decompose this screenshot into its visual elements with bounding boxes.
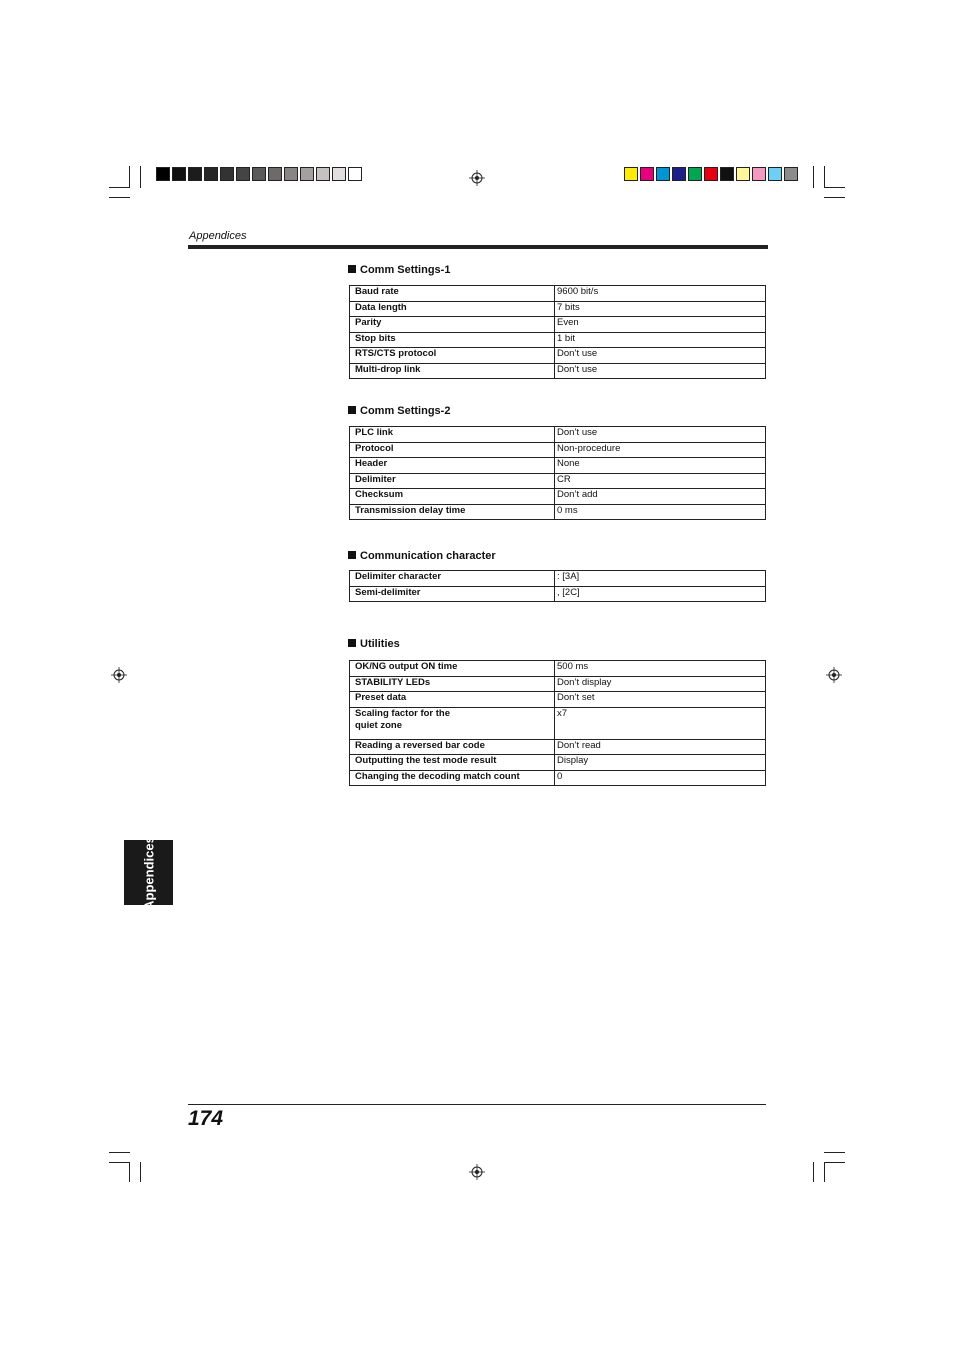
setting-value: Don’t display	[555, 676, 766, 692]
table-row	[350, 473, 766, 489]
color-swatch	[284, 167, 298, 181]
setting-value: None	[555, 458, 766, 474]
section-title-communication-character: Communication character	[348, 550, 496, 562]
setting-name: Header	[350, 458, 555, 474]
setting-value: x7	[555, 707, 766, 739]
table-row	[350, 427, 766, 443]
table-row	[350, 286, 766, 302]
crop-mark	[129, 1162, 130, 1182]
table-row	[350, 661, 766, 677]
setting-name: PLC link	[350, 427, 555, 443]
square-bullet-icon	[348, 265, 356, 273]
color-swatch	[332, 167, 346, 181]
setting-value: Non-procedure	[555, 442, 766, 458]
setting-value: CR	[555, 473, 766, 489]
utilities-table	[349, 660, 766, 786]
color-swatch	[268, 167, 282, 181]
table-row	[350, 317, 766, 333]
registration-mark-icon	[469, 1164, 485, 1180]
setting-value: Don’t set	[555, 692, 766, 708]
setting-name: OK/NG output ON time	[350, 661, 555, 677]
running-header-label: Appendices	[189, 230, 247, 242]
color-swatch	[156, 167, 170, 181]
color-swatch	[348, 167, 362, 181]
setting-name: Delimiter character	[350, 571, 555, 587]
registration-mark-icon	[111, 667, 127, 683]
setting-value: , [2C]	[555, 586, 766, 602]
setting-value: Display	[555, 755, 766, 771]
setting-value: 9600 bit/s	[555, 286, 766, 302]
color-swatch	[204, 167, 218, 181]
crop-mark	[129, 166, 130, 188]
table-row	[350, 770, 766, 786]
color-swatch	[252, 167, 266, 181]
color-swatch	[720, 167, 734, 181]
setting-value: Don’t use	[555, 363, 766, 379]
communication-character-table	[349, 570, 766, 602]
comm-settings-1-table	[349, 285, 766, 379]
crop-mark	[140, 166, 141, 188]
crop-mark	[140, 1162, 141, 1182]
page-number: 174	[188, 1107, 224, 1130]
table-row	[350, 571, 766, 587]
table-row	[350, 504, 766, 520]
setting-name	[350, 707, 555, 739]
setting-name-line-2: quiet zone	[355, 719, 402, 731]
section-title-comm-settings-2: Comm Settings-2	[348, 405, 450, 417]
color-swatch	[768, 167, 782, 181]
table-row	[350, 442, 766, 458]
color-swatch	[220, 167, 234, 181]
square-bullet-icon	[348, 406, 356, 414]
setting-name: RTS/CTS protocol	[350, 348, 555, 364]
crop-mark	[824, 166, 825, 188]
registration-mark-icon	[826, 667, 842, 683]
setting-name: Semi-delimiter	[350, 586, 555, 602]
color-swatch	[172, 167, 186, 181]
setting-name: Outputting the test mode result	[350, 755, 555, 771]
section-title-comm-settings-1: Comm Settings-1	[348, 264, 450, 276]
setting-value: Don’t use	[555, 348, 766, 364]
side-tab-label: Appendices	[141, 835, 156, 910]
crop-mark	[824, 187, 845, 188]
color-swatch	[236, 167, 250, 181]
table-row	[350, 348, 766, 364]
color-swatch	[656, 167, 670, 181]
setting-name-line-1: Scaling factor for the	[355, 707, 451, 719]
color-swatch	[736, 167, 750, 181]
crop-mark	[813, 1162, 814, 1182]
table-row	[350, 332, 766, 348]
registration-mark-icon	[469, 170, 485, 186]
color-swatch	[688, 167, 702, 181]
appendices-side-tab	[124, 835, 173, 910]
table-row	[350, 707, 766, 739]
crop-mark	[109, 187, 130, 188]
table-row	[350, 489, 766, 505]
crop-mark	[824, 1162, 845, 1163]
setting-name: Delimiter	[350, 473, 555, 489]
crop-mark	[109, 197, 130, 198]
setting-name: Data length	[350, 301, 555, 317]
crop-mark	[824, 1162, 825, 1182]
comm-settings-2-table	[349, 426, 766, 520]
table-row	[350, 692, 766, 708]
setting-name: Stop bits	[350, 332, 555, 348]
color-swatch	[704, 167, 718, 181]
setting-name: Baud rate	[350, 286, 555, 302]
color-swatch	[300, 167, 314, 181]
crop-mark	[109, 1152, 130, 1153]
table-row	[350, 458, 766, 474]
color-swatch	[188, 167, 202, 181]
crop-mark	[109, 1162, 130, 1163]
setting-value: 500 ms	[555, 661, 766, 677]
square-bullet-icon	[348, 551, 356, 559]
setting-name: Protocol	[350, 442, 555, 458]
setting-value: Even	[555, 317, 766, 333]
setting-name: Changing the decoding match count	[350, 770, 555, 786]
color-swatch	[752, 167, 766, 181]
crop-mark	[824, 1152, 845, 1153]
setting-name: Parity	[350, 317, 555, 333]
setting-value: 0	[555, 770, 766, 786]
color-swatch	[640, 167, 654, 181]
color-swatch	[624, 167, 638, 181]
footer-rule	[188, 1104, 766, 1105]
color-swatch	[316, 167, 330, 181]
setting-name: Transmission delay time	[350, 504, 555, 520]
table-row	[350, 739, 766, 755]
table-row	[350, 301, 766, 317]
color-calibration-bar	[624, 167, 800, 181]
setting-name: STABILITY LEDs	[350, 676, 555, 692]
crop-mark	[824, 197, 845, 198]
setting-value: 1 bit	[555, 332, 766, 348]
color-swatch	[784, 167, 798, 181]
setting-name: Checksum	[350, 489, 555, 505]
setting-value: Don’t add	[555, 489, 766, 505]
table-row	[350, 755, 766, 771]
table-row	[350, 676, 766, 692]
setting-value: 0 ms	[555, 504, 766, 520]
setting-name: Reading a reversed bar code	[350, 739, 555, 755]
header-rule	[188, 245, 768, 249]
table-row	[350, 586, 766, 602]
setting-value: 7 bits	[555, 301, 766, 317]
setting-name: Preset data	[350, 692, 555, 708]
setting-value: : [3A]	[555, 571, 766, 587]
table-row	[350, 363, 766, 379]
setting-name: Multi-drop link	[350, 363, 555, 379]
setting-value: Don’t use	[555, 427, 766, 443]
square-bullet-icon	[348, 639, 356, 647]
grayscale-calibration-bar	[156, 167, 364, 181]
setting-value: Don’t read	[555, 739, 766, 755]
section-title-utilities: Utilities	[348, 638, 400, 650]
crop-mark	[813, 166, 814, 188]
color-swatch	[672, 167, 686, 181]
